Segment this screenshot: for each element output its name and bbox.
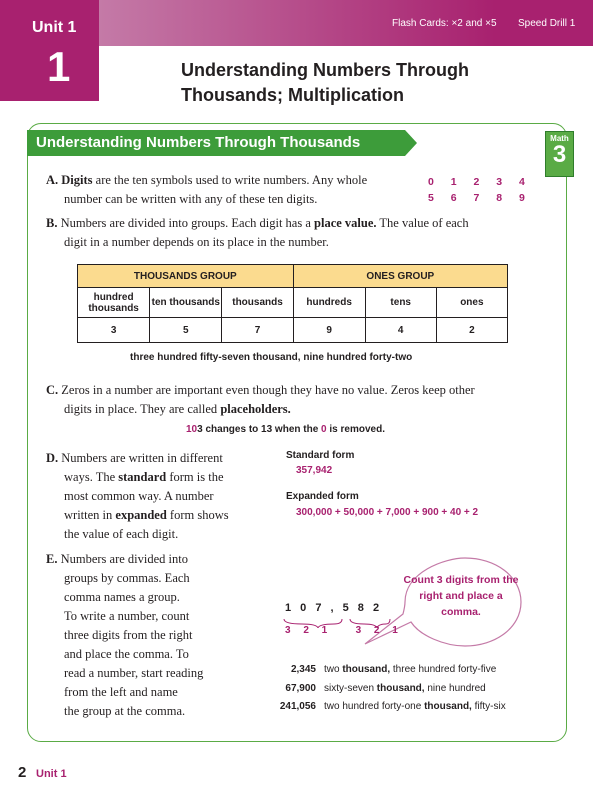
value-cell: 7 [222, 318, 293, 343]
standard-form-label: Standard form [286, 450, 355, 461]
example-number: 67,900 [285, 683, 316, 694]
example-number: 2,345 [290, 664, 316, 675]
digits-row-2: 5 6 7 8 9 [428, 192, 532, 204]
d-l2a: ways. The [64, 470, 119, 484]
speed-drill-note: Speed Drill 1 [518, 18, 576, 29]
b-bold: place value. [314, 216, 377, 230]
b-text1a: Numbers are divided into groups. Each digit has a [60, 216, 315, 230]
callout-text: Count 3 digits from the right and place a comma. [403, 574, 519, 618]
example-number-a: 10 [186, 424, 198, 435]
col-hundreds: hundreds [293, 288, 365, 318]
e-l3: comma names a group. [64, 590, 180, 604]
value-cell: 5 [150, 318, 222, 343]
col-tens: tens [365, 288, 436, 318]
e-l6: and place the comma. To [64, 647, 189, 661]
standard-form-value: 357,942 [296, 465, 333, 476]
e-l4: To write a number, count [64, 609, 190, 623]
footer-unit: Unit 1 [36, 768, 67, 780]
placeholder-example [186, 424, 385, 435]
example-middle: changes to 13 when the [202, 424, 322, 435]
digit-counts: 3 2 1 3 2 1 [285, 625, 403, 636]
title-line-1: Understanding Numbers Through [181, 60, 469, 80]
title-line-2: Thousands; Multiplication [181, 85, 404, 105]
flash-cards-note: Flash Cards: ×2 and ×5 [392, 18, 497, 29]
c-text1: Zeros in a number are important even though they have no value. Zeros keep other [61, 383, 475, 397]
math-tab [545, 131, 574, 177]
e-l2: groups by commas. Each [64, 571, 190, 585]
unit-box [0, 0, 99, 101]
letter-c: C. [46, 383, 59, 397]
d-l4b: expanded [115, 508, 167, 522]
paragraph-d [46, 449, 286, 544]
page-title [181, 58, 469, 108]
example-words: two hundred forty-one thousand, fifty-six [324, 701, 506, 712]
place-value-table [77, 264, 508, 343]
a-bold: Digits [61, 173, 93, 187]
e-l9: the group at the comma. [64, 704, 186, 718]
col-ones: ones [436, 288, 507, 318]
comma-number: 1 0 7 , 5 8 2 [285, 602, 383, 614]
b-text2: digit in a number depends on its place in the number. [64, 235, 329, 249]
example-end: is removed. [326, 424, 385, 435]
e-l5: three digits from the right [64, 628, 193, 642]
letter-e: E. [46, 552, 58, 566]
paragraph-b [46, 214, 566, 252]
b-text1b: The value of each [376, 216, 469, 230]
header-band [99, 0, 593, 46]
col-hundred-thousands: hundred thousands [78, 288, 150, 318]
digit-list [428, 174, 532, 206]
expanded-form-label: Expanded form [286, 491, 359, 502]
d-l4c: form shows [166, 508, 229, 522]
value-cell: 2 [436, 318, 507, 343]
value-cell: 4 [365, 318, 436, 343]
example-zero: 0 [321, 424, 327, 435]
d-l4a: written in [64, 508, 116, 522]
a-text1: are the ten symbols used to write numbers. Any whole [92, 173, 368, 187]
c-bold: placeholders. [220, 402, 291, 416]
paragraph-c [46, 381, 566, 419]
d-l1: Numbers are written in different [61, 451, 223, 465]
d-l3: most common way. A number [64, 489, 214, 503]
d-l2c: form is the [166, 470, 224, 484]
math-tab-number: 3 [552, 141, 567, 168]
d-l2b: standard [118, 470, 167, 484]
col-ten-thousands: ten thousands [150, 288, 222, 318]
c-text2a: digits in place. They are called [64, 402, 221, 416]
letter-b: B. [46, 216, 58, 230]
example-number-b: 3 [197, 424, 203, 435]
page-number: 2 [18, 764, 27, 781]
page-header [0, 0, 593, 105]
ones-group-header: ONES GROUP [293, 265, 507, 288]
col-thousands: thousands [222, 288, 293, 318]
math-tab-word: Math [550, 134, 569, 143]
number-in-words: three hundred fifty-seven thousand, nine hundred forty-two [130, 352, 413, 363]
letter-d: D. [46, 451, 59, 465]
expanded-form-value: 300,000 + 50,000 + 7,000 + 900 + 40 + 2 [296, 507, 479, 518]
value-cell: 9 [293, 318, 365, 343]
unit-label: Unit 1 [32, 19, 77, 36]
unit-number: 1 [47, 43, 71, 90]
paragraph-a [46, 171, 416, 209]
a-text2: number can be written with any of these ten digits. [64, 192, 318, 206]
e-l1: Numbers are divided into [60, 552, 188, 566]
letter-a: A. [46, 173, 59, 187]
section-banner: Understanding Numbers Through Thousands [27, 130, 405, 156]
paragraph-e [46, 550, 276, 721]
thousands-group-header: THOUSANDS GROUP [78, 265, 294, 288]
value-cell: 3 [78, 318, 150, 343]
example-words: two thousand, three hundred forty-five [324, 664, 497, 675]
e-l7: read a number, start reading [64, 666, 204, 680]
e-l8: from the left and name [64, 685, 178, 699]
d-l5: the value of each digit. [64, 527, 179, 541]
digits-row-1: 0 1 2 3 4 [428, 176, 532, 188]
example-words: sixty-seven thousand, nine hundred [324, 683, 486, 694]
example-number: 241,056 [279, 701, 316, 712]
